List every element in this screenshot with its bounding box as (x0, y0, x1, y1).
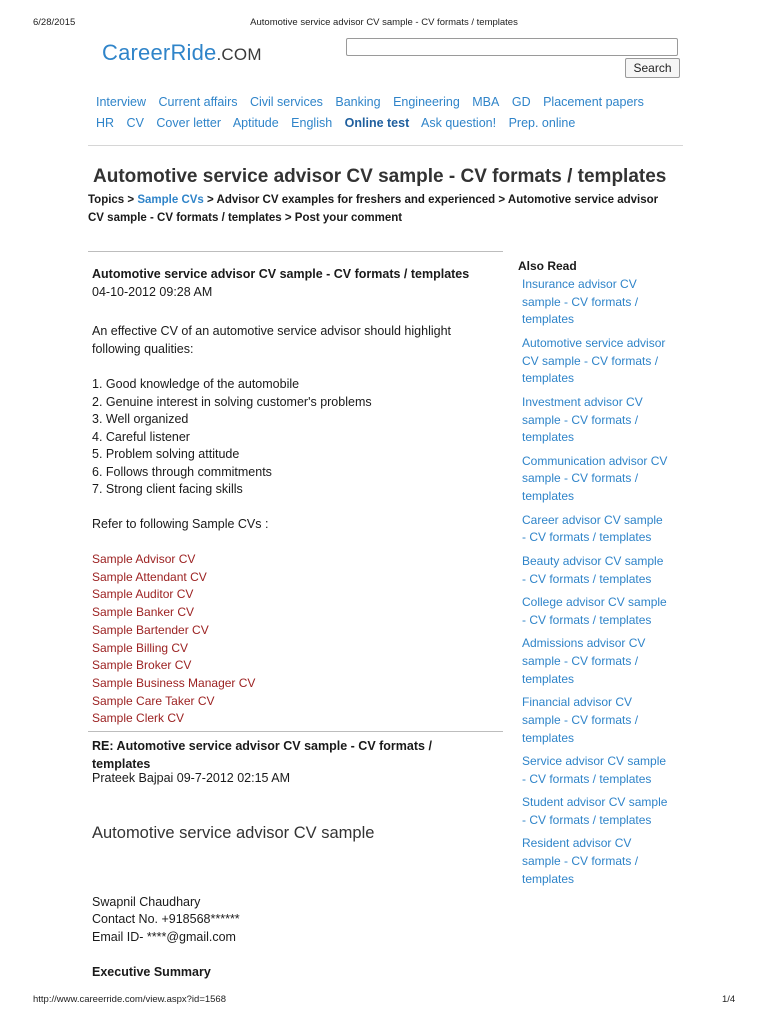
reply-author: Prateek Bajpai 09-7-2012 02:15 AM (92, 771, 291, 785)
nav-link[interactable]: Prep. online (508, 116, 576, 130)
list-item: 5. Problem solving attitude (92, 447, 240, 461)
sample-cv-link[interactable]: Sample Billing CV (92, 640, 189, 655)
breadcrumb-separator: > (207, 194, 214, 206)
also-read-link[interactable]: Resident advisor CV sample - CV formats / templates (522, 836, 639, 886)
nav-link[interactable]: HR (96, 116, 115, 130)
sample-cv-link[interactable]: Sample Banker CV (92, 605, 195, 620)
sample-cv-link[interactable]: Sample Auditor CV (92, 587, 194, 602)
nav-link[interactable]: Aptitude (232, 116, 279, 130)
breadcrumb-advisor[interactable]: Advisor CV examples for freshers and experienced (216, 194, 496, 206)
breadcrumb-post-comment[interactable]: Post your comment (294, 211, 403, 224)
nav-link[interactable]: CV (126, 116, 144, 130)
sample-cv-link[interactable]: Sample Broker CV (92, 658, 192, 673)
nav-link-active[interactable]: Online test (344, 116, 410, 130)
nav-link[interactable]: English (291, 116, 333, 130)
breadcrumb-separator: > (498, 194, 506, 206)
page-title: Automotive service advisor CV sample - CV formats / templates (93, 166, 667, 187)
print-url: http://www.careerride.com/view.aspx?id=1568 (33, 994, 227, 1005)
nav-row-secondary (96, 116, 584, 130)
list-item: 2. Genuine interest in solving customer's problems (92, 394, 372, 409)
also-read-link[interactable]: Insurance advisor CV sample - CV formats / templates (522, 277, 639, 327)
also-read-link[interactable]: College advisor CV sample - CV formats / templates (522, 595, 667, 627)
breadcrumb-separator: > (127, 194, 135, 206)
print-date: 6/28/2015 (33, 17, 76, 28)
also-read-link[interactable]: Financial advisor CV sample - CV formats / templates (522, 695, 639, 745)
cv-heading: Automotive service advisor CV sample (92, 824, 375, 842)
refer-text: Refer to following Sample CVs : (92, 517, 269, 531)
list-item: 1. Good knowledge of the automobile (92, 377, 300, 391)
nav-link[interactable]: Placement papers (543, 95, 644, 109)
nav-link[interactable]: Cover letter (156, 116, 222, 130)
also-read-title: Also Read (518, 259, 577, 273)
breadcrumb (88, 192, 668, 227)
breadcrumb-topics[interactable]: Topics (88, 194, 125, 206)
nav-link[interactable]: Banking (335, 95, 381, 109)
post-divider (88, 251, 503, 252)
nav-link[interactable]: Civil services (249, 95, 323, 109)
nav-row-primary (96, 95, 653, 109)
sample-cv-links (92, 551, 255, 728)
sample-cv-link[interactable]: Sample Business Manager CV (92, 675, 256, 690)
list-item: 7. Strong client facing skills (92, 482, 243, 496)
also-read-link[interactable]: Automotive service advisor CV sample - CV formats / templates (522, 335, 666, 386)
nav-link[interactable]: Engineering (393, 95, 460, 109)
search-input[interactable] (346, 38, 678, 56)
sample-cv-link[interactable]: Sample Care Taker CV (92, 693, 215, 708)
breadcrumb-separator: > (284, 211, 292, 224)
nav-link[interactable]: GD (511, 95, 531, 109)
also-read-link[interactable]: Investment advisor CV sample - CV formats / templates (522, 394, 643, 445)
nav-link[interactable]: MBA (472, 95, 500, 109)
cv-name: Swapnil Chaudhary (92, 895, 201, 909)
list-item: 3. Well organized (92, 412, 189, 426)
nav-link[interactable]: Current affairs (158, 95, 238, 109)
site-logo[interactable] (102, 40, 262, 66)
post-title: Automotive service advisor CV sample - CV formats / templates (92, 267, 470, 281)
executive-summary-heading: Executive Summary (92, 965, 211, 979)
also-read-link[interactable]: Admissions advisor CV sample - CV formats / templates (522, 636, 646, 686)
search-button[interactable]: Search (625, 58, 680, 78)
print-header (0, 0, 768, 30)
also-read-link[interactable]: Service advisor CV sample - CV formats / templates (522, 754, 667, 786)
also-read-link[interactable]: Communication advisor CV sample - CV formats / templates (522, 453, 668, 504)
reply-title: RE: Automotive service advisor CV sample - CV formats / templates (92, 739, 432, 771)
list-item: 4. Careful listener (92, 429, 190, 444)
also-read-link[interactable]: Student advisor CV sample - CV formats / templates (522, 795, 668, 827)
print-page-number: 1/4 (722, 994, 736, 1005)
breadcrumb-sample-cvs[interactable]: Sample CVs (137, 194, 204, 206)
sample-cv-link[interactable]: Sample Advisor CV (92, 552, 196, 566)
nav-link[interactable]: Ask question! (421, 116, 497, 130)
print-title: Automotive service advisor CV sample - CV formats / templates (250, 17, 518, 28)
cv-contact: Contact No. +918568****** (92, 912, 240, 926)
logo-main: CareerRide (102, 40, 217, 65)
nav-divider (88, 145, 683, 146)
post-intro: An effective CV of an automotive service advisor should highlight following qualities: (92, 324, 451, 356)
also-read-link[interactable]: Beauty advisor CV sample - CV formats / templates (522, 553, 664, 586)
reply-divider (88, 731, 503, 732)
breadcrumb-current: Automotive service advisor CV sample - CV formats / templates (88, 194, 659, 224)
sample-cv-link[interactable]: Sample Attendant CV (92, 569, 207, 584)
sample-cv-link[interactable]: Sample Clerk CV (92, 711, 185, 726)
sample-cv-link[interactable]: Sample Bartender CV (92, 622, 209, 637)
logo-suffix: .COM (216, 45, 262, 64)
nav-link[interactable]: Interview (96, 95, 147, 109)
post-date: 04-10-2012 09:28 AM (92, 285, 213, 299)
qualities-list (92, 376, 372, 499)
list-item: 6. Follows through commitments (92, 464, 272, 479)
cv-email: Email ID- ****@gmail.com (92, 930, 236, 944)
also-read-list (522, 276, 670, 894)
also-read-link[interactable]: Career advisor CV sample - CV formats / templates (522, 512, 663, 545)
